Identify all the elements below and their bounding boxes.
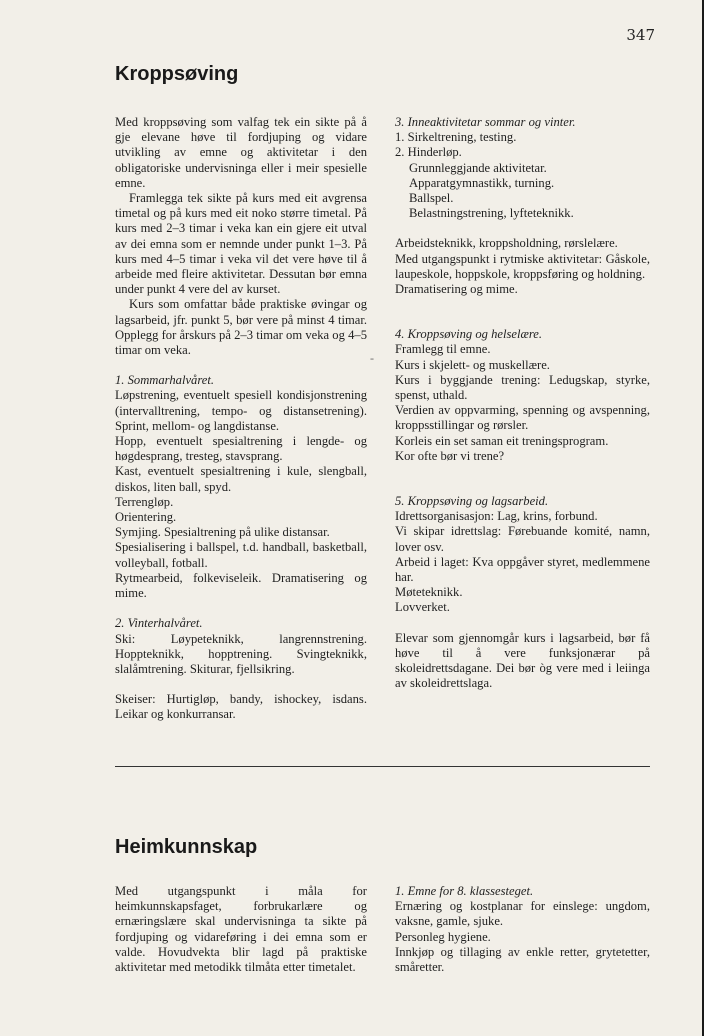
elevar-paragraph: Elevar som gjennomgår kurs i lagsarbeid, bør få høve til å vere funksjonærar på skoleidrettsdagane. Dei bør òg vere med i leiinga av skoleidrettslaga.: [395, 630, 650, 691]
sommar-line: Symjing. Spesialtrening på ulike distansar.: [115, 525, 330, 540]
emne-line: Innkjøp og tillaging av enkle retter, grytetetter, småretter.: [395, 944, 650, 975]
helse-line: Verdien av oppvarming, spenning og avspenning, kroppsstillingar og rørsler.: [395, 403, 650, 433]
left-column-kroppsoving: [115, 115, 367, 723]
inne-subitem: Belastningstrening, lyfteteknikk.: [409, 206, 574, 221]
inne-item: 2. Hinderløp.: [395, 145, 462, 160]
heading-helselaere: 4. Kroppsøving og helselære.: [395, 327, 543, 342]
section-title-heimkunnskap: Heimkunnskap: [115, 836, 258, 858]
intro-paragraph: Med kroppsøving som valfag tek ein sikte på å gje elevane høve til fordjuping og vidare utvikling av emne og aktivitetar i den obligatoriske undervisninga eller i meir spesielle emne.: [115, 115, 367, 190]
paragraph-framlegga: Framlegga tek sikte på kurs med eit avgrensa timetal og på kurs med eit noko større timetal. På kurs med 2–3 timar i veka kan ein gjere eit utval av dei emna som er nemnde under punkt 1–3. På kurs med 4–5 timar i veka vil det vere høve til å arbeide med fleire aktivitetar. Dessutan bør emna under punkt 4 vere del av kurset.: [115, 191, 367, 297]
sommar-line: Løpstrening, eventuelt spesiell kondisjonstrening (intervalltrening, tempo- og distansetrening). Sprint, mellom- og langdistanse.: [115, 388, 367, 433]
heading-vinterhalvaret: 2. Vinterhalvåret.: [115, 616, 203, 631]
right-column-kroppsoving: [395, 115, 650, 692]
heading-lagsarbeid: 5. Kroppsøving og lagsarbeid.: [395, 494, 549, 509]
lag-line: Idrettsorganisasjon: Lag, krins, forbund.: [395, 509, 598, 524]
arbeid-line: Arbeidsteknikk, kroppsholdning, rørslelære.: [395, 236, 618, 251]
inne-subitem: Apparatgymnastikk, turning.: [409, 175, 555, 190]
emne-line: Ernæring og kostplanar for einslege: ungdom, vaksne, gamle, sjuke.: [395, 899, 650, 929]
helse-line: Korleis ein set saman eit treningsprogram.: [395, 433, 609, 448]
helse-line: Framlegg til emne.: [395, 342, 491, 357]
section-divider: [115, 766, 650, 767]
heading-inneaktivitetar: 3. Inneaktivitetar sommar og vinter.: [395, 115, 576, 129]
sommar-line: Terrengløp.: [115, 494, 174, 509]
right-column-heimkunnskap: [395, 884, 650, 975]
section-title-kroppsoving: Kroppsøving: [115, 63, 239, 85]
heimkunnskap-intro: Med utgangspunkt i måla for heimkunnskapsfaget, forbrukarlære og ernæringslære skal undervisninga ta sikte på fordjuping og vidareføring i dei emna som er valde. Hovudvekta blir lagd på praktiske aktivitetar med metodikk tilmåta etter timetalet.: [115, 884, 367, 975]
lag-line: Arbeid i laget: Kva oppgåver styret, medlemmene har.: [395, 554, 650, 585]
helse-line: Kor ofte bør vi trene?: [395, 448, 505, 463]
sommar-line: Spesialisering i ballspel, t.d. handball, basketball, volleyball, fotball.: [115, 540, 367, 570]
lag-line: Møteteknikk.: [395, 585, 463, 600]
sommar-line: Kast, eventuelt spesialtrening i kule, slengball, diskos, liten ball, spyd.: [115, 464, 367, 494]
paragraph-kurs: Kurs som omfattar både praktiske øvingar og lagsarbeid, jfr. punkt 5, bør vere på minst 4 timar. Opplegg for årskurs på 2–3 timar om veka og 4–5 timar om veka.: [115, 297, 367, 358]
vinter-line: Ski: Løypeteknikk, langrennstrening. Hoppteknikk, hopptrening. Svingteknikk, slalåmtrening. Skiturar, fjellsikring.: [115, 631, 367, 676]
inne-item: 1. Sirkeltrening, testing.: [395, 130, 517, 145]
skeiser-paragraph: Skeiser: Hurtigløp, bandy, ishockey, isdans. Leikar og konkurransar.: [115, 692, 367, 722]
arbeid-line: Dramatisering og mime.: [395, 282, 518, 297]
sommar-line: Hopp, eventuelt spesialtrening i lengde- og høgdesprang, tresteg, stavsprang.: [115, 434, 367, 464]
sommar-line: Orientering.: [115, 510, 177, 525]
inne-subitem: Ballspel.: [409, 191, 454, 206]
lag-line: Lovverket.: [395, 600, 450, 615]
helse-line: Kurs i skjelett- og muskellære.: [395, 357, 550, 372]
left-column-heimkunnskap: [115, 884, 367, 975]
heading-emne-8-klasse: 1. Emne for 8. klassesteget.: [395, 884, 534, 898]
helse-line: Kurs i byggjande trening: Ledugskap, styrke, spenst, uthald.: [395, 372, 650, 403]
emne-line: Personleg hygiene.: [395, 929, 491, 944]
inne-subitem: Grunnleggjande aktivitetar.: [409, 160, 547, 175]
sommar-line: Rytmearbeid, folkeviseleik. Dramatisering og mime.: [115, 570, 367, 601]
heading-sommarhalvaret: 1. Sommarhalvåret.: [115, 373, 214, 388]
margin-mark: -: [370, 351, 374, 365]
lag-line: Vi skipar idrettslag: Førebuande komité, namn, lover osv.: [395, 524, 650, 554]
arbeid-line: Med utgangspunkt i rytmiske aktivitetar: Gåskole, laupeskole, hoppskole, kroppsføring og holdning.: [395, 251, 650, 281]
page-number: 347: [626, 26, 655, 44]
